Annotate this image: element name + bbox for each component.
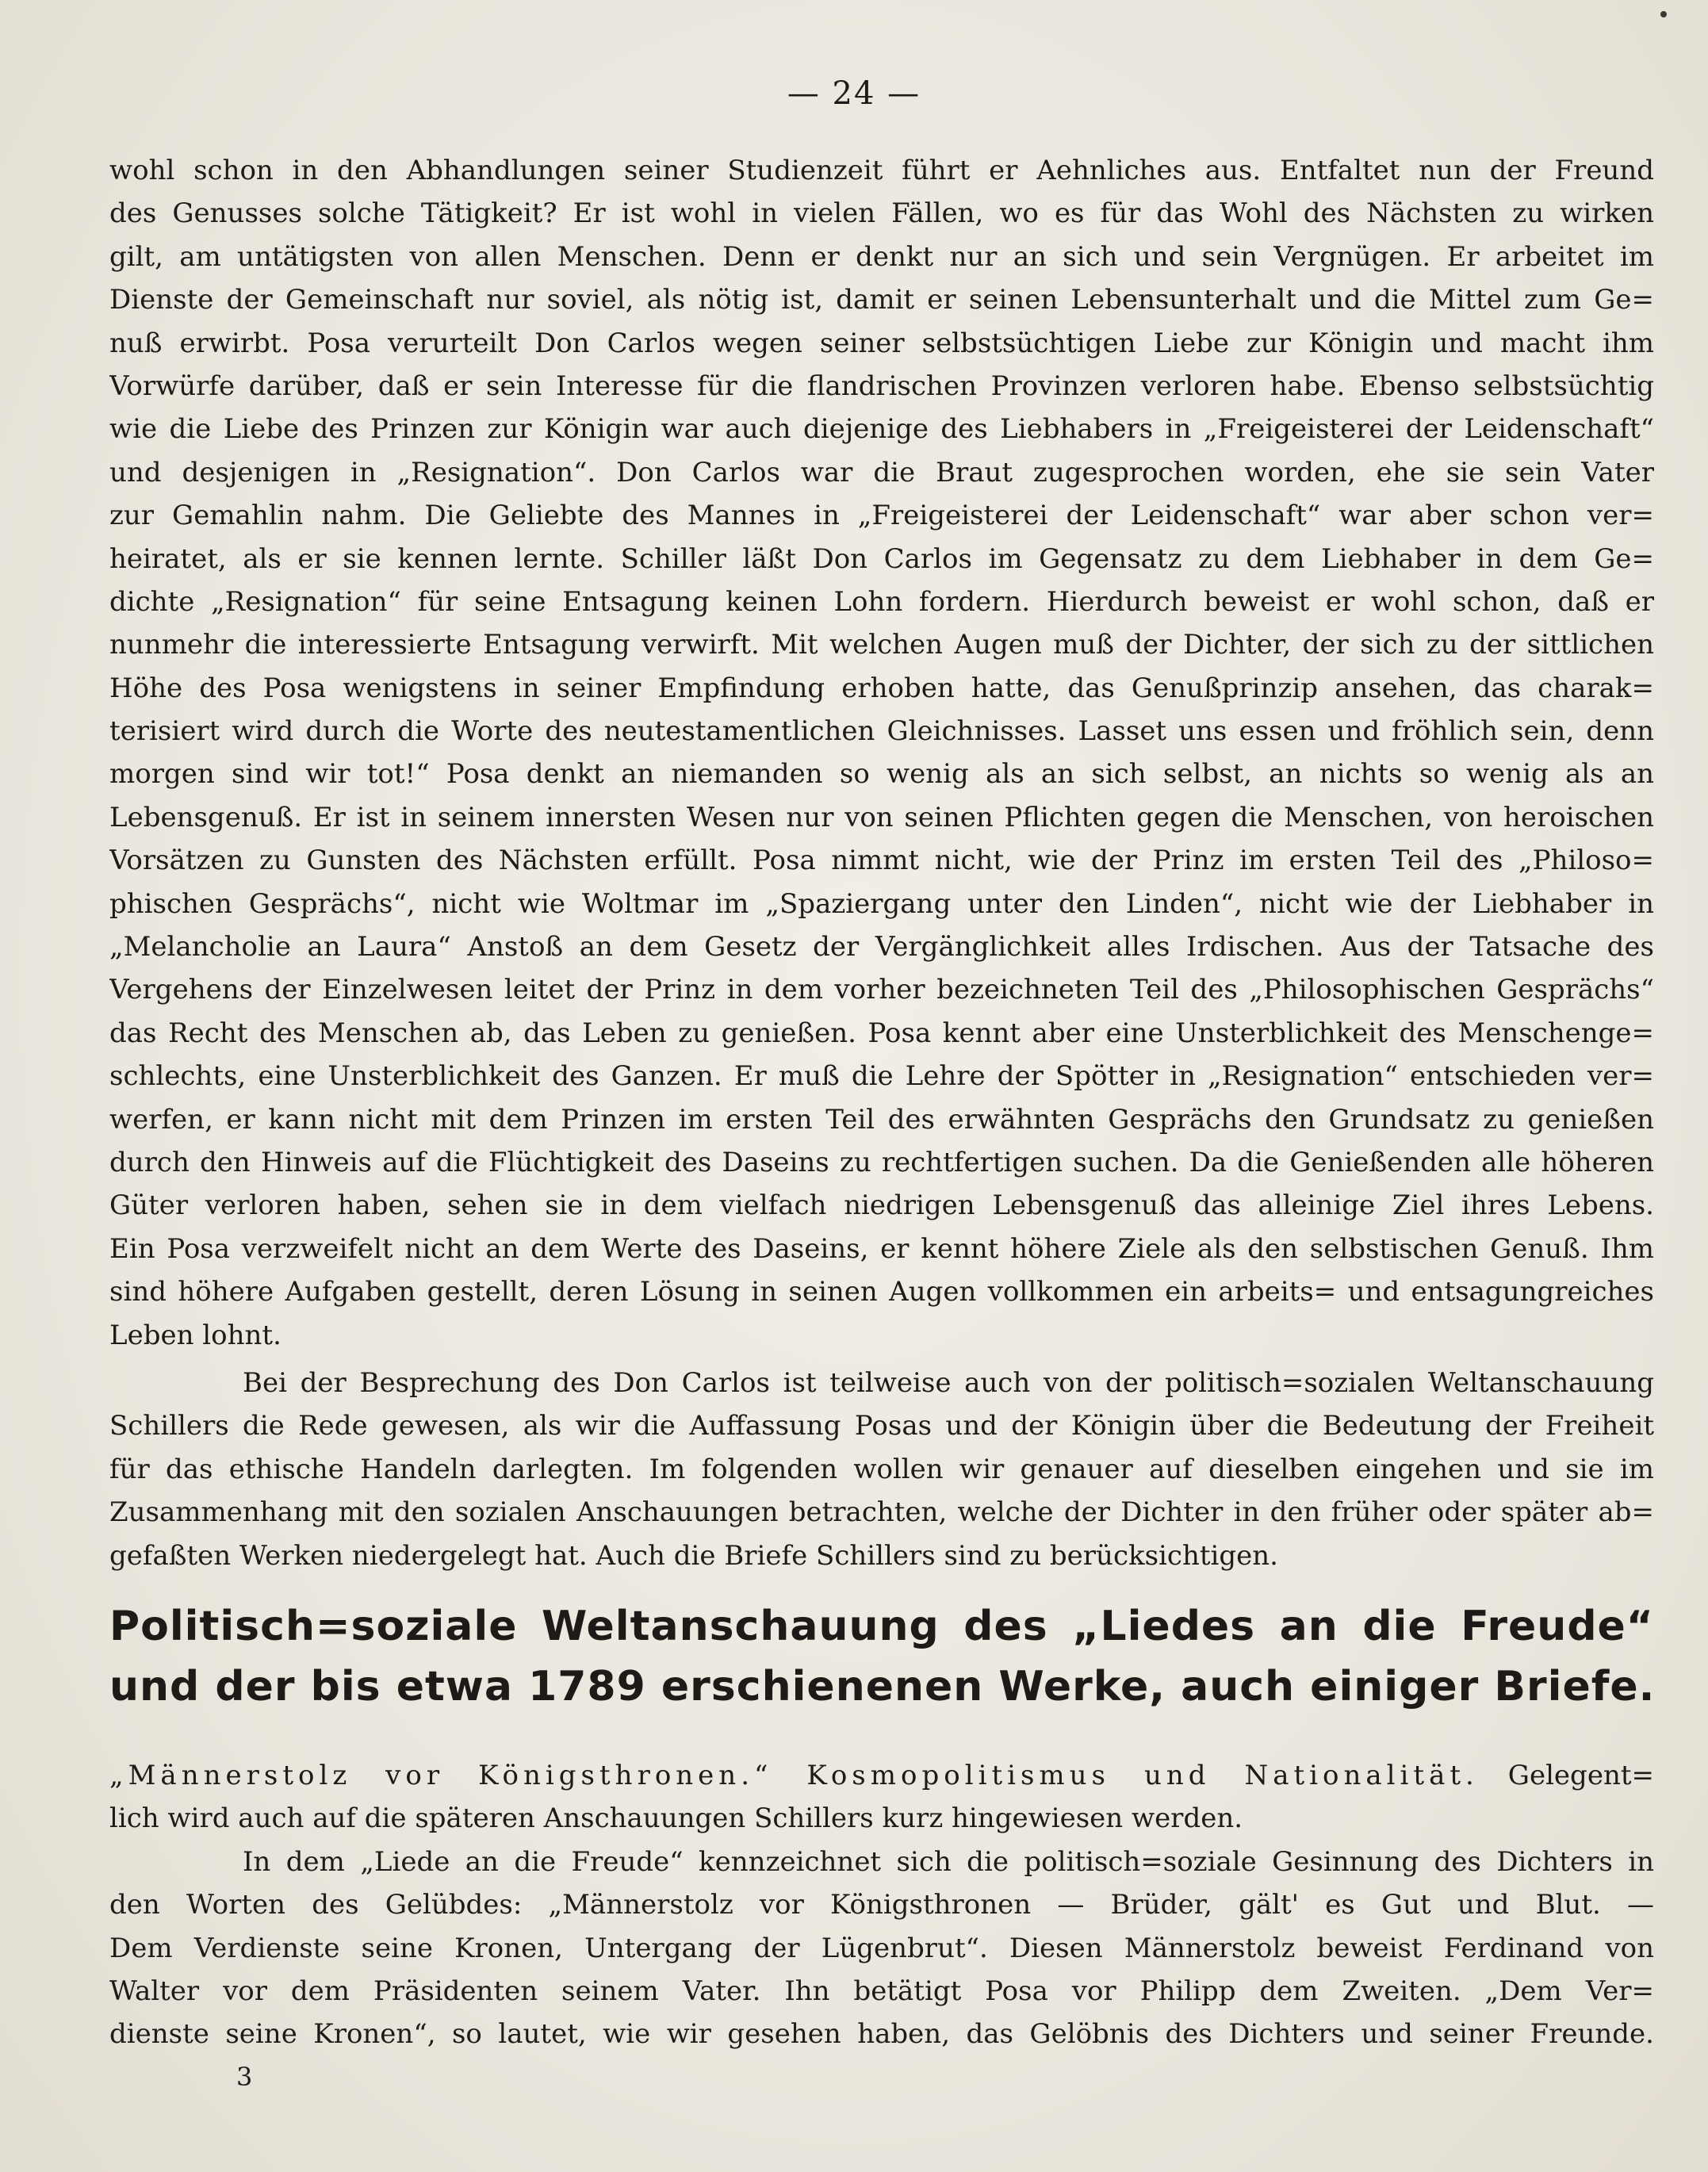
text-line: werfen, er kann nicht mit dem Prinzen im ersten Teil des erwähnten Gesprächs den Grundsatz zu genießen	[109, 1103, 1654, 1136]
text-line: In dem „Liede an die Freude“ kennzeichnet sich die politisch=soziale Gesinnung des Dichters in	[243, 1845, 1654, 1878]
text-line: wie die Liebe des Prinzen zur Königin war auch diejenige des Liebhabers in „Freigeisterei der Leidenschaft“	[109, 413, 1654, 446]
text-line: Schillers die Rede gewesen, als wir die Auffassung Posas und der Königin über die Bedeutung der Freiheit	[109, 1410, 1654, 1442]
text-line: Ein Posa verzweifelt nicht an dem Werte des Daseins, er kennt höhere Ziele als den selbstischen Genuß. Ihm	[109, 1232, 1654, 1265]
text-line: heiratet, als er sie kennen lernte. Schiller läßt Don Carlos im Gegensatz zu dem Liebhaber in dem Ge=	[109, 542, 1654, 575]
text-line: phischen Gesprächs“, nicht wie Woltmar im „Spaziergang unter den Linden“, nicht wie der Liebhaber in	[109, 887, 1654, 920]
text-line: „Melancholie an Laura“ Anstoß an dem Gesetz der Vergänglichkeit alles Irdischen. Aus der Tatsache des	[109, 931, 1654, 963]
text-line: terisiert wird durch die Worte des neutestamentlichen Gleichnisses. Lasset uns essen und fröhlich sein, denn	[109, 715, 1654, 748]
text-line: Güter verloren haben, sehen sie in dem vielfach niedrigen Lebensgenuß das alleinige Ziel ihres Lebens.	[109, 1189, 1654, 1222]
body-paragraph-2	[109, 1362, 1654, 1577]
text-line: des Genusses solche Tätigkeit? Er ist wohl in vielen Fällen, wo es für das Wohl des Nächsten zu wirken	[109, 197, 1654, 230]
text-line: dichte „Resignation“ für seine Entsagung keinen Lohn fordern. Hierdurch beweist er wohl schon, daß er	[109, 585, 1654, 618]
text-line: gilt, am untätigsten von allen Menschen. Denn er denkt nur an sich und sein Vergnügen. Er arbeitet im	[109, 240, 1654, 273]
text-line: nuß erwirbt. Posa verurteilt Don Carlos wegen seiner selbstsüchtigen Liebe zur Königin und macht ihm	[109, 327, 1654, 359]
text-line: den Worten des Gelübdes: „Männerstolz vor Königsthronen — Brüder, gält' es Gut und Blut. —	[109, 1889, 1654, 1921]
text-line: Leben lohnt.	[109, 1319, 281, 1351]
text-line: Bei der Besprechung des Don Carlos ist teilweise auch von der politisch=sozialen Weltanschauung	[243, 1367, 1654, 1399]
text-line: Vergehens der Einzelwesen leitet der Prinz in dem vorher bezeichneten Teil des „Philosophischen Gesprächs“	[109, 974, 1654, 1006]
text-line: dienste seine Kronen“, so lautet, wie wir gesehen haben, das Gelöbnis des Dichters und seiner Freunde.	[109, 2018, 1654, 2051]
text-line: Walter vor dem Präsidenten seinem Vater. Ihn betätigt Posa vor Philipp dem Zweiten. „Dem Ver=	[109, 1975, 1654, 2007]
body-paragraph-1	[109, 149, 1654, 1357]
text-line: Zusammenhang mit den sozialen Anschauungen betrachten, welche der Dichter in den früher oder später ab=	[109, 1496, 1654, 1529]
text-line: morgen sind wir tot!“ Posa denkt an niemanden so wenig als an sich selbst, an nichts so wenig als an	[109, 758, 1654, 791]
text-line: Lebensgenuß. Er ist in seinem innersten Wesen nur von seinen Pflichten gegen die Menschen, von heroischen	[109, 801, 1654, 833]
section-heading	[109, 1596, 1654, 1717]
text-line: Dem Verdienste seine Kronen, Untergang der Lügenbrut“. Diesen Männerstolz beweist Ferdinand von	[109, 1932, 1654, 1964]
text-line: durch den Hinweis auf die Flüchtigkeit des Daseins zu rechtfertigen suchen. Da die Genießenden alle höheren	[109, 1146, 1654, 1178]
text-line: das Recht des Menschen ab, das Leben zu genießen. Posa kennt aber eine Unsterblichkeit des Menschenge=	[109, 1017, 1654, 1049]
heading-line: Politisch=soziale Weltanschauung des „Liedes an die Freude“	[109, 1603, 1654, 1650]
subtitle-spaced-text: „Männerstolz vor Königsthronen.“ Kosmopolitismus und Nationalität.	[109, 1760, 1479, 1791]
signature-mark: 3	[236, 2062, 253, 2092]
text-line: nunmehr die interessierte Entsagung verwirft. Mit welchen Augen muß der Dichter, der sich zu der sittlichen	[109, 629, 1654, 661]
subtitle-continuation: Gelegent=	[1507, 1760, 1654, 1791]
text-line: und desjenigen in „Resignation“. Don Carlos war die Braut zugesprochen worden, ehe sie sein Vater	[109, 456, 1654, 488]
text-line: sind höhere Aufgaben gestellt, deren Lösung in seinen Augen vollkommen ein arbeits= und entsagungreiches	[109, 1276, 1654, 1308]
text-line: Höhe des Posa wenigstens in seiner Empfindung erhoben hatte, das Genußprinzip ansehen, das charak=	[109, 672, 1654, 704]
text-line: Vorwürfe darüber, daß er sein Interesse für die flandrischen Provinzen verloren habe. Ebenso selbstsüchtig	[109, 370, 1654, 402]
text-line: wohl schon in den Abhandlungen seiner Studienzeit führt er Aehnliches aus. Entfaltet nun der Freund	[109, 155, 1654, 186]
page-number: — 24 —	[787, 75, 921, 112]
text-line: gefaßten Werken niedergelegt hat. Auch die Briefe Schillers sind zu berücksichtigen.	[109, 1539, 1278, 1572]
subtitle-line	[109, 1754, 1654, 1797]
text-line: für das ethische Handeln darlegten. Im folgenden wollen wir genauer auf dieselben eingehen und sie im	[109, 1453, 1654, 1485]
subtitle-and-paragraph-3	[109, 1754, 1654, 2056]
text-line: schlechts, eine Unsterblichkeit des Ganzen. Er muß die Lehre der Spötter in „Resignation“ entschieden ver=	[109, 1060, 1654, 1093]
text-line: Vorsätzen zu Gunsten des Nächsten erfüllt. Posa nimmt nicht, wie der Prinz im ersten Teil des „Philoso=	[109, 845, 1654, 877]
heading-line: und der bis etwa 1789 erschienenen Werke, auch einiger Briefe.	[109, 1663, 1656, 1710]
subtitle-line: lich wird auch auf die späteren Anschauungen Schillers kurz hingewiesen werden.	[109, 1802, 1243, 1835]
text-line: zur Gemahlin nahm. Die Geliebte des Mannes in „Freigeisterei der Leidenschaft“ war aber schon ver=	[109, 500, 1654, 532]
ink-speck	[1660, 11, 1667, 17]
text-line: Dienste der Gemeinschaft nur soviel, als nötig ist, damit er seinen Lebensunterhalt und die Mittel zum Ge=	[109, 284, 1654, 316]
